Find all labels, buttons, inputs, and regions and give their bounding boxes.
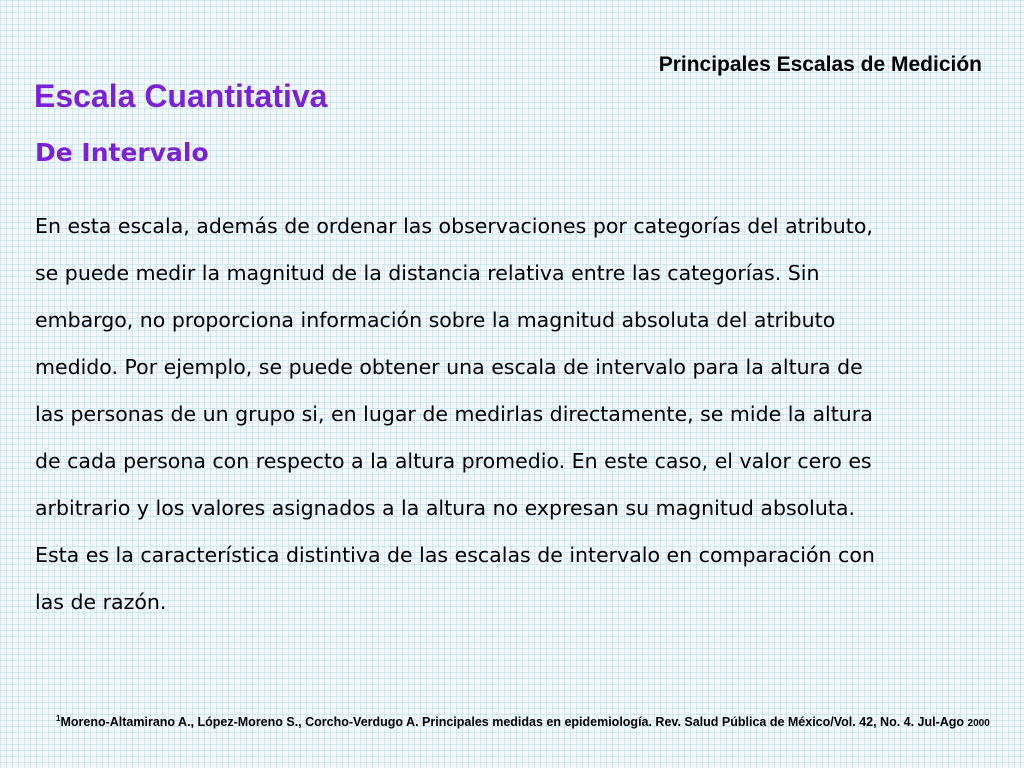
body-line: de cada persona con respecto a la altura promedio. En este caso, el valor cero es [35, 449, 872, 473]
slide-subtitle: De Intervalo [35, 138, 209, 167]
footnote [56, 715, 990, 729]
header-title: Principales Escalas de Medición [658, 53, 982, 76]
footnote-citation: Moreno-Altamirano A., López-Moreno S., Corcho-Verdugo A. Principales medidas en epidemiología. Rev. Salud Pública de México/Vol. 42, No. 4. Jul-Ago [60, 715, 968, 729]
footnote-marker: 1 [56, 713, 61, 723]
footnote-year: 2000 [967, 718, 990, 729]
body-line: las personas de un grupo si, en lugar de medirlas directamente, se mide la altura [35, 402, 873, 426]
body-line: En esta escala, además de ordenar las observaciones por categorías del atributo, [35, 214, 873, 238]
body-line: arbitrario y los valores asignados a la altura no expresan su magnitud absoluta. [35, 496, 855, 520]
body-paragraph [35, 203, 975, 626]
body-line: medido. Por ejemplo, se puede obtener una escala de intervalo para la altura de [35, 355, 863, 379]
body-line: embargo, no proporciona información sobre la magnitud absoluta del atributo [35, 308, 836, 332]
slide-title: Escala Cuantitativa [34, 78, 328, 114]
body-line: Esta es la característica distintiva de las escalas de intervalo en comparación con [35, 543, 875, 567]
body-line: las de razón. [35, 590, 167, 614]
body-line: se puede medir la magnitud de la distancia relativa entre las categorías. Sin [35, 261, 820, 285]
